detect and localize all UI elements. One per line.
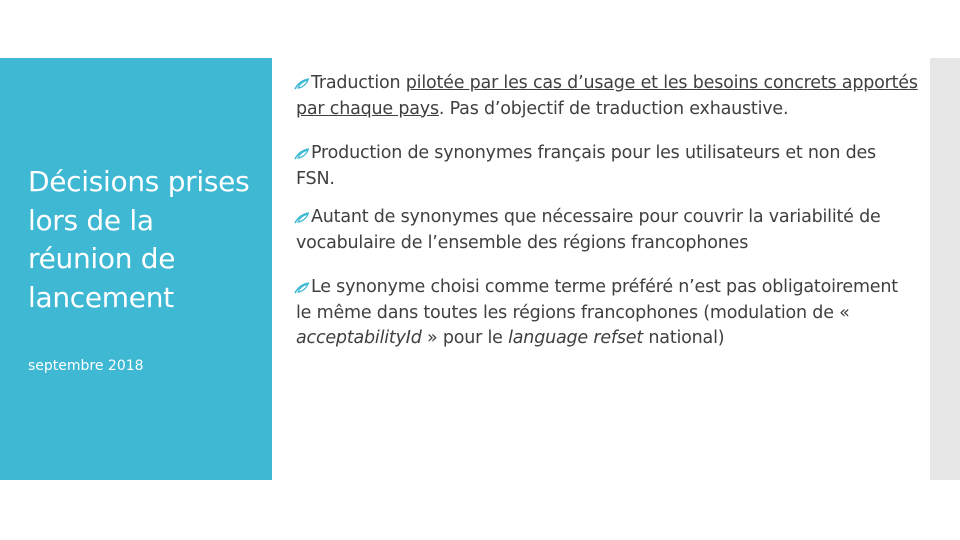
bullet-text: Traduction — [311, 73, 406, 93]
bullet-text: » pour le — [421, 328, 509, 348]
bullet-item — [296, 71, 918, 122]
leaf-bullet-icon — [294, 281, 310, 294]
bullet-text: national) — [643, 328, 725, 348]
bullet-item — [296, 205, 918, 256]
bullet-underlined-text: pilotée par les cas d’usage et les besoins concrets apportés par chaque pays — [296, 73, 918, 119]
slide-title: Décisions prises lors de la réunion de lancement — [28, 165, 250, 314]
bullet-italic-text: acceptabilityId — [296, 328, 422, 348]
side-strip — [930, 58, 960, 480]
bullet-list — [296, 71, 918, 352]
bullet-italic-text: language refset — [508, 328, 644, 348]
leaf-bullet-icon — [294, 147, 310, 160]
bullet-item — [296, 141, 918, 192]
bullet-item — [296, 275, 918, 352]
bullet-text: Le synonyme choisi comme terme préféré n’est pas obligatoirement le même dans toutes les régions francophones (modulation de « — [296, 277, 898, 323]
bullet-text: Autant de synonymes que nécessaire pour couvrir la variabilité de vocabulaire de l’ensemble des régions francophones — [296, 207, 881, 253]
bullet-text: Production de synonymes français pour les utilisateurs et non des FSN. — [296, 143, 876, 189]
leaf-bullet-icon — [294, 77, 310, 90]
bullet-text: . Pas d’objectif de traduction exhaustive. — [438, 98, 789, 119]
leaf-bullet-icon — [294, 211, 310, 224]
slide-subtitle: septembre 2018 — [28, 358, 144, 374]
